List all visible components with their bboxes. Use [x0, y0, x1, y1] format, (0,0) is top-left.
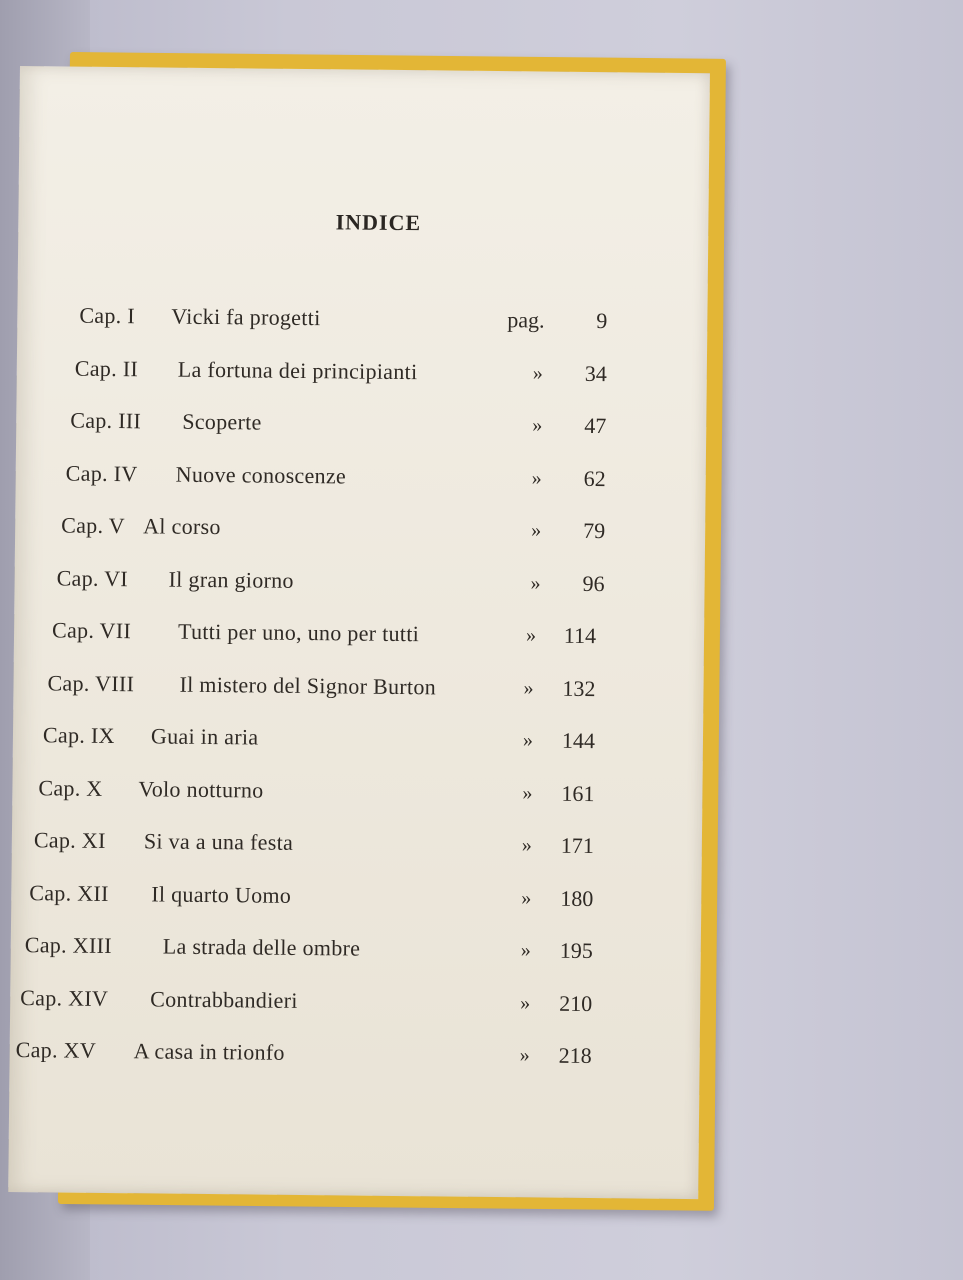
chapter-title: Al corso	[143, 513, 221, 540]
chapter-number: Cap. XIV	[20, 984, 109, 1011]
page-number: 47	[584, 412, 607, 439]
chapter-number: Cap. IV	[65, 460, 138, 486]
chapter-title: Vicki fa progetti	[171, 303, 321, 331]
chapter-title: La fortuna dei principianti	[177, 356, 418, 384]
ditto-mark: »	[532, 414, 543, 437]
page-number: 9	[596, 308, 608, 334]
chapter-title: Il quarto Uomo	[151, 880, 292, 908]
page-number: 114	[563, 622, 597, 649]
ditto-mark: »	[522, 781, 533, 804]
page-number: 180	[560, 885, 594, 911]
chapter-number: Cap. VIII	[47, 669, 135, 696]
ditto-mark: »	[522, 729, 534, 752]
ditto-mark: »	[523, 676, 534, 699]
page-number: 195	[559, 937, 593, 964]
ditto-mark: »	[530, 571, 541, 594]
chapter-title: Si va a una festa	[143, 828, 294, 855]
page-number: 210	[559, 990, 593, 1016]
index-title: INDICE	[335, 209, 422, 236]
ditto-mark: »	[520, 939, 531, 962]
chapter-title: Contrabbandieri	[150, 985, 298, 1013]
chapter-number: Cap. XIII	[24, 932, 112, 959]
toc-entry	[47, 670, 633, 706]
toc-entry	[66, 460, 636, 496]
page-number: 96	[582, 570, 605, 596]
chapter-number: Cap. X	[38, 774, 103, 801]
page-number: 218	[558, 1042, 592, 1069]
toc-entry	[75, 355, 637, 391]
toc-entry	[34, 827, 632, 863]
page-number: 144	[561, 727, 596, 754]
chapter-number: Cap. I	[79, 302, 136, 329]
toc-entry	[16, 1037, 630, 1073]
chapter-title: Il gran giorno	[168, 566, 294, 593]
toc-entry	[20, 985, 630, 1021]
chapter-title: A casa in trionfo	[133, 1038, 285, 1065]
chapter-number: Cap. XV	[15, 1037, 97, 1063]
chapter-title: Volo notturno	[138, 775, 264, 803]
toc-entry	[25, 932, 631, 968]
page-number: 34	[584, 360, 607, 386]
page-number: 62	[583, 465, 606, 491]
toc-entry	[70, 408, 636, 444]
ditto-mark: »	[521, 834, 532, 857]
toc-entry	[56, 565, 634, 601]
page-number: 79	[583, 517, 606, 544]
page-number: 171	[560, 832, 594, 859]
toc-entry	[79, 303, 637, 339]
chapter-title: Tutti per uno, uno per tutti	[177, 618, 420, 647]
toc-entry	[43, 722, 633, 758]
chapter-number: Cap. II	[74, 355, 139, 381]
chapter-title: Il mistero del Signor Burton	[179, 671, 437, 699]
chapter-title: Scoperte	[182, 408, 262, 435]
toc-entry	[29, 880, 631, 916]
ditto-mark: »	[520, 991, 531, 1014]
chapter-number: Cap. XI	[33, 827, 106, 853]
chapter-title: Nuove conoscenze	[175, 461, 347, 488]
page-number: 132	[562, 675, 596, 701]
ditto-mark: »	[525, 624, 537, 647]
page-label: pag.	[507, 307, 545, 333]
chapter-title: Guai in aria	[150, 723, 259, 750]
chapter-number: Cap. VII	[51, 617, 132, 644]
ditto-mark: »	[531, 519, 542, 542]
book-page	[8, 66, 710, 1199]
chapter-number: Cap. V	[61, 512, 126, 539]
toc-entry	[38, 775, 632, 811]
ditto-mark: »	[519, 1044, 530, 1067]
page-number: 161	[561, 780, 595, 806]
ditto-mark: »	[531, 466, 542, 489]
chapter-number: Cap. XII	[29, 879, 109, 906]
chapter-number: Cap. III	[70, 407, 142, 434]
ditto-mark: »	[521, 886, 532, 909]
ditto-mark: »	[532, 361, 543, 384]
chapter-number: Cap. VI	[56, 564, 129, 591]
chapter-title: La strada delle ombre	[162, 933, 361, 961]
toc-entry	[61, 512, 635, 548]
chapter-number: Cap. IX	[42, 722, 115, 749]
toc-entry	[52, 617, 634, 653]
table-of-contents	[15, 302, 708, 1069]
